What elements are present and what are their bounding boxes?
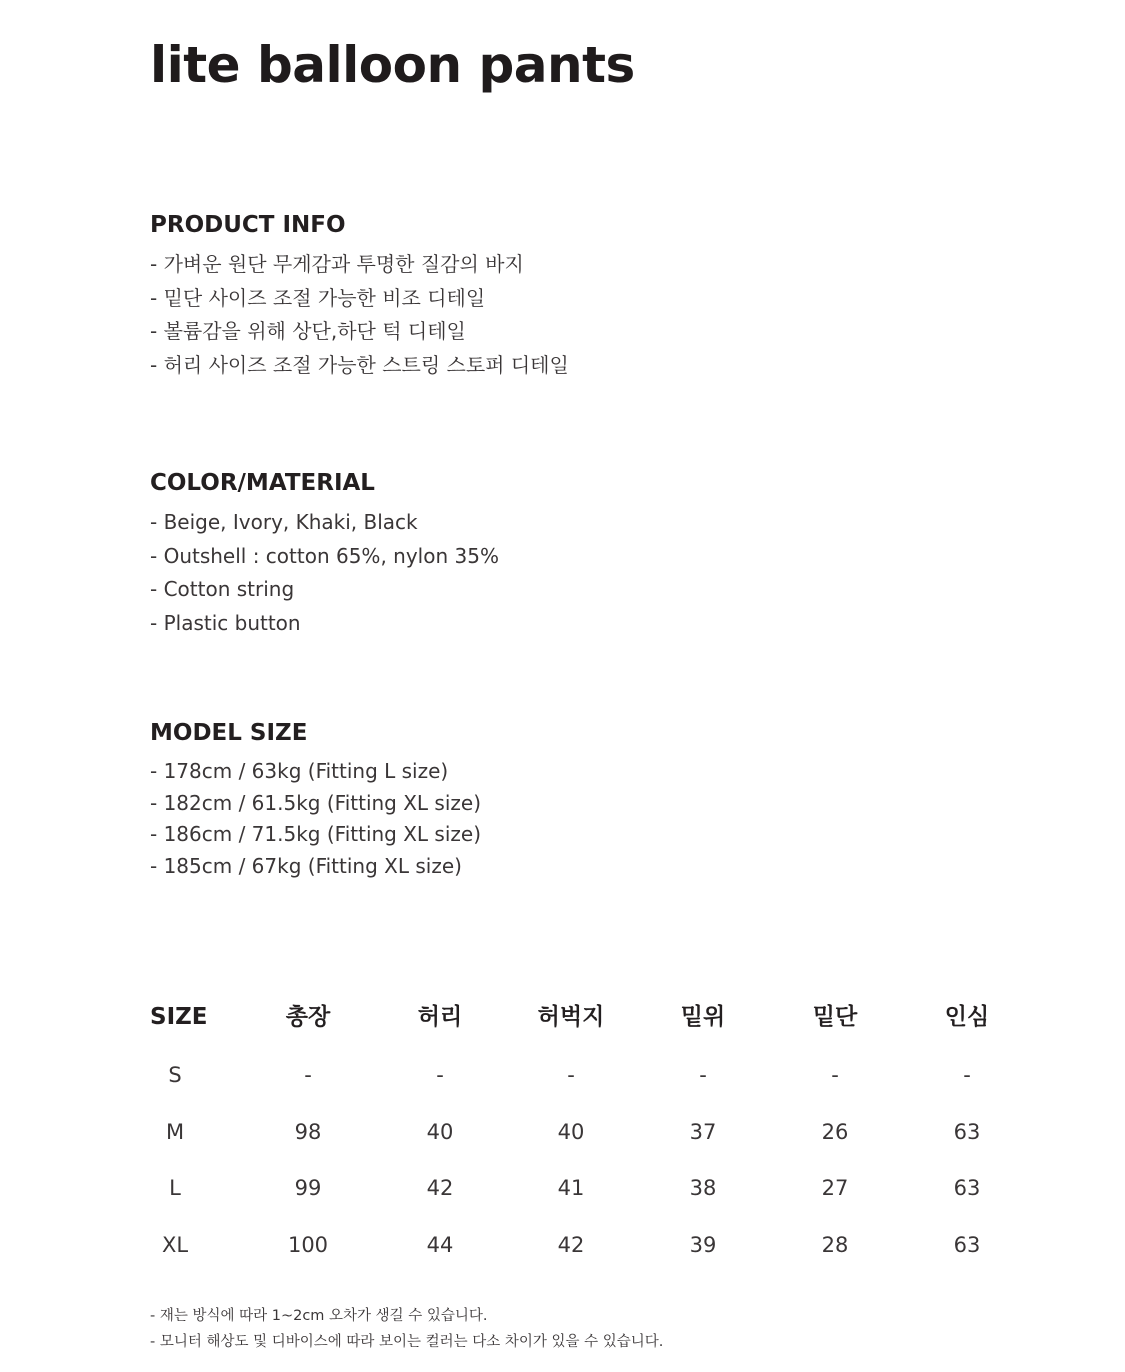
- size-table-cell: 99: [294, 1176, 322, 1200]
- size-table-header-cell: 인심: [944, 1004, 990, 1030]
- note-line: - 재는 방식에 따라 1~2cm 오차가 생길 수 있습니다.: [150, 1308, 488, 1324]
- color-material-line: - Plastic button: [150, 610, 301, 635]
- size-table: [150, 995, 1020, 1279]
- size-table-cell: 27: [821, 1176, 849, 1200]
- model-size-line: - 185cm / 67kg (Fitting XL size): [150, 853, 462, 878]
- table-row: [150, 1110, 1020, 1167]
- size-table-header-cell: 총장: [285, 1004, 331, 1030]
- color-material-section: [150, 470, 499, 640]
- size-table-cell: -: [567, 1063, 575, 1087]
- size-table-cell: L: [169, 1176, 181, 1200]
- size-table-cell: -: [831, 1063, 839, 1087]
- product-info-line: - 볼륨감을 위해 상단,하단 턱 디테일: [150, 319, 466, 343]
- size-table-cell: -: [963, 1063, 971, 1087]
- product-info-line: - 허리 사이즈 조절 가능한 스트링 스토퍼 디테일: [150, 352, 569, 377]
- size-table-cell: 37: [689, 1119, 717, 1144]
- table-row: [150, 1223, 1020, 1280]
- size-table-cell: -: [699, 1063, 707, 1087]
- note-line: - 모니터 해상도 및 디바이스에 따라 보이는 컬러는 다소 차이가 있을 수 있습니다.: [150, 1334, 664, 1350]
- size-table-cell: 38: [689, 1176, 717, 1200]
- size-table-cell: 63: [953, 1119, 981, 1144]
- size-table-header-cell: 허리: [417, 1004, 463, 1030]
- model-size-heading: MODEL SIZE: [150, 720, 308, 746]
- size-table-header-cell: SIZE: [150, 1004, 208, 1030]
- size-table-cell: 98: [294, 1119, 322, 1144]
- size-table-cell: 40: [557, 1119, 585, 1144]
- size-table-cell: 44: [426, 1232, 454, 1257]
- color-material-line: - Outshell : cotton 65%, nylon 35%: [150, 543, 499, 568]
- size-table-cell: 63: [953, 1232, 981, 1257]
- size-table-cell: M: [165, 1119, 185, 1144]
- color-material-heading: COLOR/MATERIAL: [150, 470, 375, 496]
- product-title: lite balloon pants: [150, 36, 635, 94]
- size-table-cell: -: [304, 1063, 312, 1087]
- product-info-line: - 가벼운 원단 무게감과 투명한 질감의 바지: [150, 252, 524, 276]
- size-table-header: [150, 995, 1020, 1053]
- table-row: [150, 1053, 1020, 1110]
- size-table-cell: 39: [689, 1232, 717, 1257]
- size-table-cell: 63: [953, 1176, 981, 1200]
- size-table-cell: 42: [557, 1232, 585, 1257]
- color-material-line: - Beige, Ivory, Khaki, Black: [150, 510, 418, 534]
- size-table-cell: 28: [821, 1232, 849, 1257]
- model-size-line: - 178cm / 63kg (Fitting L size): [150, 759, 449, 783]
- size-table-header-cell: 밑단: [812, 1004, 858, 1030]
- model-size-section: [150, 720, 481, 882]
- size-table-cell: 26: [821, 1119, 849, 1144]
- table-row: [150, 1166, 1020, 1223]
- size-table-cell: XL: [161, 1232, 189, 1257]
- model-size-line: - 186cm / 71.5kg (Fitting XL size): [150, 822, 482, 846]
- model-size-line: - 182cm / 61.5kg (Fitting XL size): [150, 790, 482, 815]
- size-table-header-cell: 허벅지: [537, 1004, 605, 1030]
- size-table-cell: 40: [426, 1119, 454, 1144]
- size-table-cell: -: [436, 1063, 444, 1087]
- size-table-cell: 41: [557, 1176, 585, 1200]
- size-table-cell: 42: [426, 1176, 454, 1200]
- product-info-heading: PRODUCT INFO: [150, 212, 346, 238]
- size-table-cell: 100: [287, 1232, 329, 1257]
- size-table-header-cell: 밑위: [680, 1004, 726, 1030]
- product-info-line: - 밑단 사이즈 조절 가능한 비조 디테일: [150, 285, 486, 310]
- product-info-section: [150, 212, 569, 382]
- size-notes: [150, 1303, 663, 1355]
- color-material-line: - Cotton string: [150, 577, 295, 601]
- size-table-cell: S: [168, 1063, 182, 1087]
